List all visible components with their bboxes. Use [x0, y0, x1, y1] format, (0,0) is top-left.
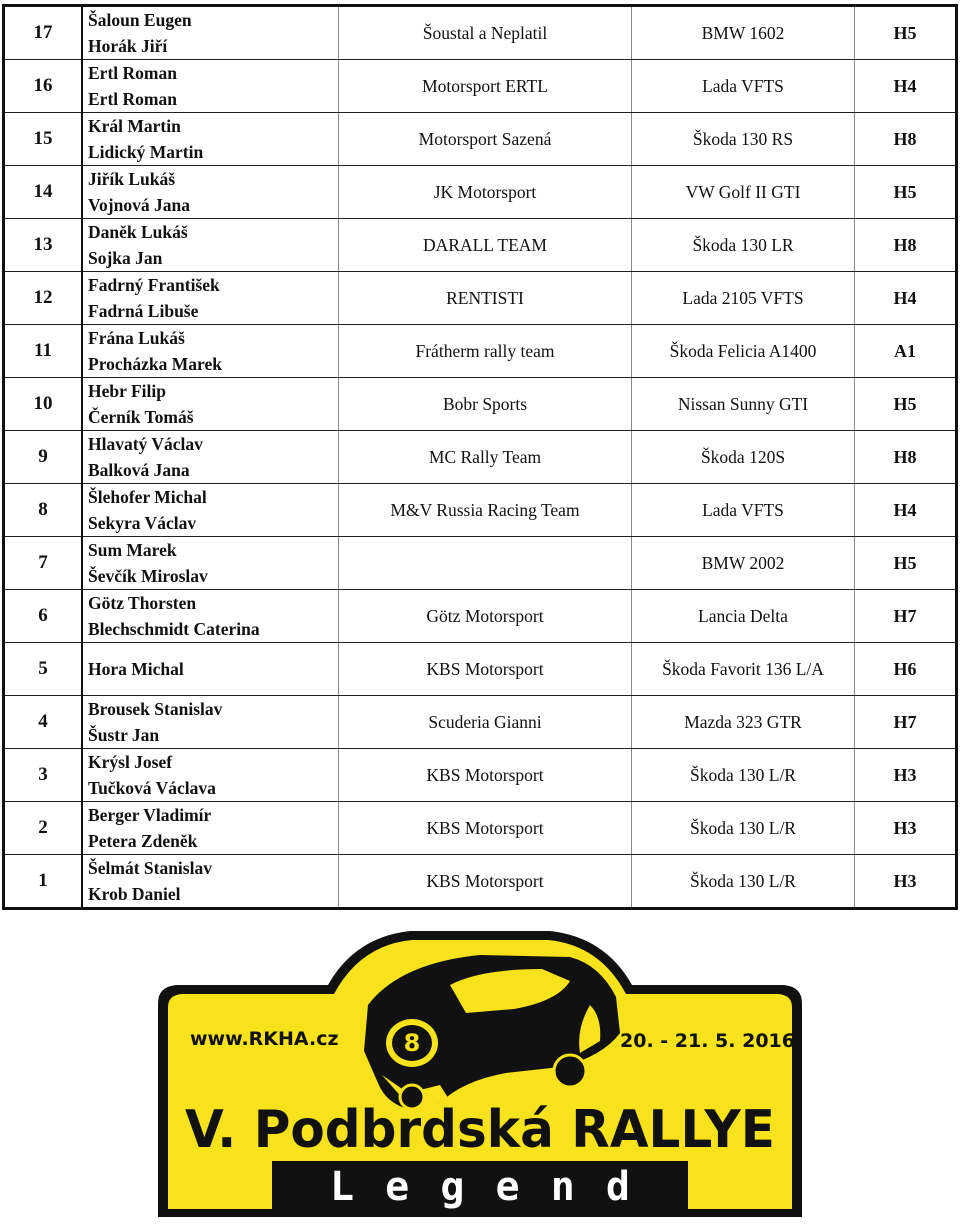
table-row [4, 60, 957, 113]
car-model: Lancia Delta [632, 590, 855, 643]
codriver-name: Sojka Jan [88, 248, 163, 268]
table-row [4, 431, 957, 484]
table-row [4, 166, 957, 219]
car-model: Škoda Favorit 136 L/A [632, 643, 855, 696]
class-label: H4 [855, 60, 957, 113]
crew-cell [82, 325, 339, 378]
start-number: 9 [4, 431, 83, 484]
driver-name: Götz Thorsten [88, 593, 197, 613]
table-row [4, 590, 957, 643]
codriver-name: Procházka Marek [88, 354, 222, 374]
crew-cell [82, 113, 339, 166]
entry-rows [4, 6, 957, 909]
class-label: H5 [855, 378, 957, 431]
class-label: H8 [855, 219, 957, 272]
car-model: Škoda 130 L/R [632, 749, 855, 802]
codriver-name: Horák Jiří [88, 36, 168, 56]
team-name: RENTISTI [339, 272, 632, 325]
table-row [4, 272, 957, 325]
driver-name: Hlavatý Václav [88, 434, 203, 454]
codriver-name: Sekyra Václav [88, 513, 197, 533]
class-label: H7 [855, 696, 957, 749]
class-label: H4 [855, 272, 957, 325]
table-row [4, 537, 957, 590]
car-model: BMW 2002 [632, 537, 855, 590]
class-label: A1 [855, 325, 957, 378]
crew-cell [82, 484, 339, 537]
driver-name: Fadrný František [88, 275, 220, 295]
logo-subtitle: Legend [330, 1164, 630, 1210]
codriver-name: Černík Tomáš [88, 407, 194, 427]
class-label: H3 [855, 749, 957, 802]
start-number: 12 [4, 272, 83, 325]
table-row [4, 484, 957, 537]
codriver-name: Fadrná Libuše [88, 301, 199, 321]
driver-name: Jiřík Lukáš [88, 169, 176, 189]
crew-cell [82, 166, 339, 219]
logo-title: V. Podbrdská RALLYE [185, 1100, 775, 1160]
table-row [4, 855, 957, 909]
crew-cell [82, 378, 339, 431]
table-row [4, 6, 957, 60]
svg-text:8: 8 [403, 1029, 421, 1057]
table-row [4, 219, 957, 272]
team-name: Motorsport ERTL [339, 60, 632, 113]
class-label: H8 [855, 431, 957, 484]
rally-logo [150, 925, 810, 1225]
table-row [4, 749, 957, 802]
driver-name: Sum Marek [88, 540, 177, 560]
codriver-name: Blechschmidt Caterina [88, 619, 260, 639]
team-name: MC Rally Team [339, 431, 632, 484]
start-number: 3 [4, 749, 83, 802]
class-label: H5 [855, 6, 957, 60]
driver-name: Šelmát Stanislav [88, 858, 212, 878]
class-label: H5 [855, 166, 957, 219]
table-row [4, 696, 957, 749]
driver-name: Krýsl Josef [88, 752, 173, 772]
team-name: Götz Motorsport [339, 590, 632, 643]
team-name: Frátherm rally team [339, 325, 632, 378]
class-label: H6 [855, 643, 957, 696]
crew-cell [82, 749, 339, 802]
start-number: 11 [4, 325, 83, 378]
codriver-name: Ševčík Miroslav [88, 566, 208, 586]
crew-cell [82, 643, 339, 696]
driver-name: Berger Vladimír [88, 805, 212, 825]
crew-cell [82, 855, 339, 909]
team-name: Scuderia Gianni [339, 696, 632, 749]
table-row [4, 802, 957, 855]
start-number: 5 [4, 643, 83, 696]
codriver-name: Krob Daniel [88, 884, 181, 904]
logo-dates: 20. - 21. 5. 2016 [620, 1030, 795, 1052]
start-number: 8 [4, 484, 83, 537]
crew-cell [82, 431, 339, 484]
driver-name: Brousek Stanislav [88, 699, 223, 719]
start-number: 13 [4, 219, 83, 272]
crew-cell [82, 590, 339, 643]
start-number: 4 [4, 696, 83, 749]
start-number: 10 [4, 378, 83, 431]
start-number: 1 [4, 855, 83, 909]
start-number: 17 [4, 6, 83, 60]
car-model: Škoda 130 L/R [632, 802, 855, 855]
crew-cell [82, 696, 339, 749]
codriver-name: Petera Zdeněk [88, 831, 198, 851]
car-model: VW Golf II GTI [632, 166, 855, 219]
codriver-name: Tučková Václava [88, 778, 216, 798]
driver-name: Šaloun Eugen [88, 10, 192, 30]
driver-name: Daněk Lukáš [88, 222, 188, 242]
team-name [339, 537, 632, 590]
car-model: Škoda 130 L/R [632, 855, 855, 909]
table-row [4, 325, 957, 378]
codriver-name: Ertl Roman [88, 89, 177, 109]
logo-website: www.RKHA.cz [190, 1028, 339, 1050]
crew-cell [82, 272, 339, 325]
driver-name: Šlehofer Michal [88, 487, 207, 507]
codriver-name: Šustr Jan [88, 725, 160, 745]
codriver-name: Lidický Martin [88, 142, 204, 162]
class-label: H5 [855, 537, 957, 590]
crew-cell [82, 60, 339, 113]
class-label: H3 [855, 802, 957, 855]
team-name: Šoustal a Neplatil [339, 6, 632, 60]
team-name: Bobr Sports [339, 378, 632, 431]
driver-name: Frána Lukáš [88, 328, 185, 348]
car-model: BMW 1602 [632, 6, 855, 60]
car-model: Mazda 323 GTR [632, 696, 855, 749]
table-row [4, 378, 957, 431]
team-name: DARALL TEAM [339, 219, 632, 272]
team-name: KBS Motorsport [339, 855, 632, 909]
car-model: Škoda 120S [632, 431, 855, 484]
codriver-name: Vojnová Jana [88, 195, 190, 215]
start-number: 2 [4, 802, 83, 855]
start-number: 7 [4, 537, 83, 590]
car-model: Lada 2105 VFTS [632, 272, 855, 325]
crew-cell [82, 537, 339, 590]
codriver-name: Balková Jana [88, 460, 190, 480]
class-label: H4 [855, 484, 957, 537]
driver-name: Král Martin [88, 116, 181, 136]
team-name: KBS Motorsport [339, 749, 632, 802]
start-number: 15 [4, 113, 83, 166]
car-model: Škoda 130 RS [632, 113, 855, 166]
start-number: 16 [4, 60, 83, 113]
team-name: KBS Motorsport [339, 802, 632, 855]
driver-name: Hebr Filip [88, 381, 166, 401]
team-name: Motorsport Sazená [339, 113, 632, 166]
class-label: H8 [855, 113, 957, 166]
class-label: H3 [855, 855, 957, 909]
team-name: M&V Russia Racing Team [339, 484, 632, 537]
driver-name: Hora Michal [88, 659, 184, 679]
driver-name: Ertl Roman [88, 63, 177, 83]
start-number: 14 [4, 166, 83, 219]
entry-list-table [2, 4, 958, 910]
class-label: H7 [855, 590, 957, 643]
table-row [4, 113, 957, 166]
car-model: Nissan Sunny GTI [632, 378, 855, 431]
start-number: 6 [4, 590, 83, 643]
car-model: Škoda Felicia A1400 [632, 325, 855, 378]
team-name: JK Motorsport [339, 166, 632, 219]
crew-cell [82, 6, 339, 60]
table-row [4, 643, 957, 696]
crew-cell [82, 802, 339, 855]
car-model: Škoda 130 LR [632, 219, 855, 272]
car-model: Lada VFTS [632, 60, 855, 113]
crew-cell [82, 219, 339, 272]
car-model: Lada VFTS [632, 484, 855, 537]
team-name: KBS Motorsport [339, 643, 632, 696]
